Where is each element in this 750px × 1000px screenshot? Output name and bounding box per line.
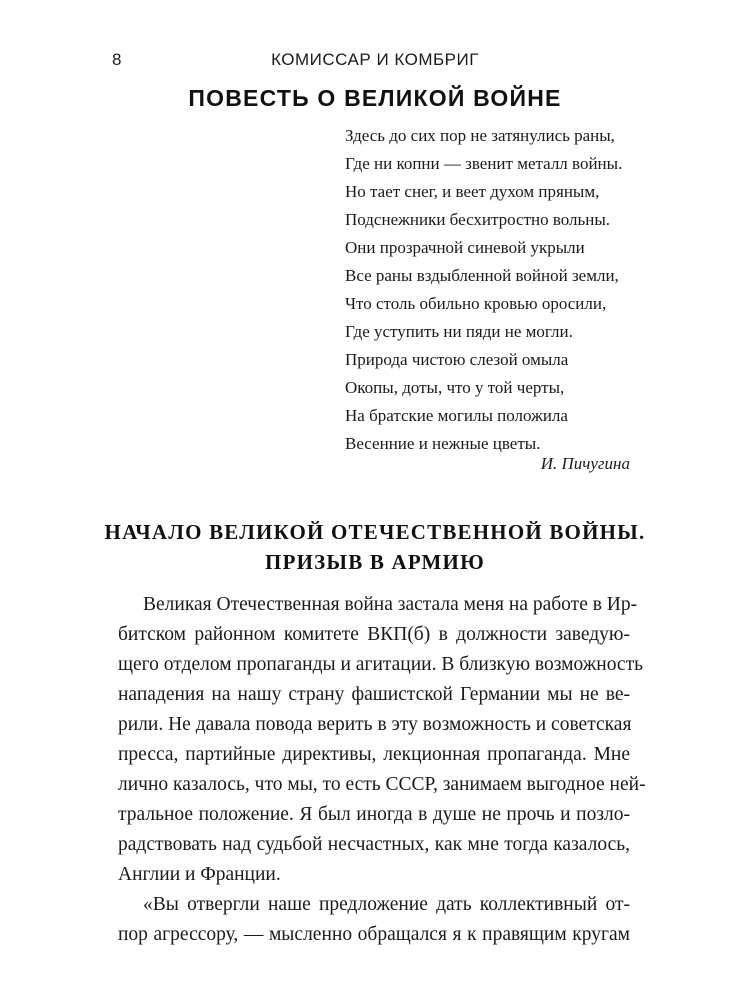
poem-line: Они прозрачной синевой укрыли: [345, 238, 585, 257]
section-title: ПОВЕСТЬ О ВЕЛИКОЙ ВОЙНЕ: [188, 85, 562, 111]
poem-line: Весенние и нежные цветы.: [345, 434, 541, 453]
body-line: радствовать над судьбой несчастных, как мне тогда казалось,: [118, 834, 630, 855]
poem-author: И. Пичугина: [540, 454, 630, 473]
page-number: 8: [112, 50, 122, 69]
body-line: пор агрессору, — мысленно обращался я к правящим кругам: [118, 924, 630, 945]
body-line: пресса, партийные директивы, лекционная пропаганда. Мне: [118, 744, 630, 765]
poem-line: Но тает снег, и веет духом пряным,: [345, 182, 600, 201]
poem-line: Где ни копни — звенит металл войны.: [345, 154, 623, 173]
running-head-title: КОМИССАР И КОМБРИГ: [271, 50, 479, 69]
body-line: битском районном комитете ВКП(б) в должности заведую-: [118, 624, 630, 645]
body-line: лично казалось, что мы, то есть СССР, занимаем выгодное ней-: [118, 774, 646, 795]
poem-line: Что столь обильно кровью оросили,: [345, 294, 607, 313]
poem-line: Где уступить ни пяди не могли.: [345, 322, 573, 341]
poem-line: На братские могилы положила: [345, 406, 568, 425]
body-line: Англии и Франции.: [118, 864, 281, 885]
poem-line: Окопы, доты, что у той черты,: [345, 378, 565, 397]
body-line: тральное положение. Я был иногда в душе не прочь и позло-: [118, 804, 630, 825]
body-text: [118, 590, 646, 950]
poem-line: Природа чистою слезой омыла: [345, 350, 569, 369]
chapter-title: [0, 517, 750, 577]
body-line: «Вы отвергли наше предложение дать коллективный от-: [143, 894, 630, 915]
body-line: рили. Не давала повода верить в эту возможность и советская: [118, 714, 632, 735]
chapter-title-line-1: НАЧАЛО ВЕЛИКОЙ ОТЕЧЕСТВЕННОЙ ВОЙНЫ.: [104, 520, 646, 544]
body-line: щего отделом пропаганды и агитации. В близкую возможность: [118, 654, 643, 675]
poem-epigraph: [345, 122, 645, 458]
poem-line: Здесь до сих пор не затянулись раны,: [345, 126, 615, 145]
poem-line: Все раны вздыбленной войной земли,: [345, 266, 619, 285]
body-line: нападения на нашу страну фашистской Германии мы не ве-: [118, 684, 630, 705]
body-line: Великая Отечественная война застала меня на работе в Ир-: [143, 594, 638, 615]
chapter-title-line-2: ПРИЗЫВ В АРМИЮ: [265, 550, 485, 574]
poem-line: Подснежники бесхитростно вольны.: [345, 210, 611, 229]
